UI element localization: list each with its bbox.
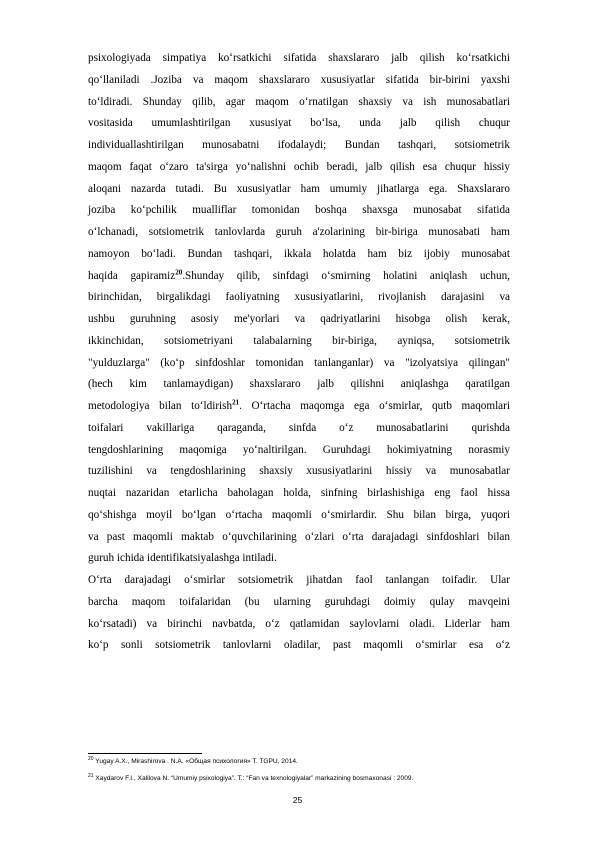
text-line: barcha maqom toifalaridan (bu ularning guruhdagi doimiy qulay mavqeini xyxy=(88,595,510,608)
footnote-text: Yugay A.X., Mirashirova . N.A. «Общая психология» T. TGPU, 2014. xyxy=(95,758,298,765)
text-segment: . O‘rtacha maqomga ega o‘smirlar, qutb maqomlari xyxy=(239,400,510,412)
text-line: maqom faqat o‘zaro ta'sirga yo‘nalishni ochib beradi, jalb qilish esa chuqur hissiy xyxy=(88,160,510,173)
text-line: va past maqomli maktab o‘quvchilarining o‘zlari o‘rta darajadagi sinfdoshlari bilan xyxy=(88,530,510,543)
text-line: "yulduzlarga" (ko‘p sinfdoshlar tomonidan tanlanganlar) va "izolyatsiya qilingan" xyxy=(88,356,510,369)
text-line: O‘rta darajadagi o‘smirlar sotsiometrik jihatdan faol tanlangan toifadir. Ular xyxy=(88,574,510,586)
text-line: qo‘llaniladi .Joziba va maqom shaxslararo xususiyatlar sifatida bir-birini yaxshi xyxy=(88,73,510,86)
footnote-20 xyxy=(88,757,518,766)
footnote-separator xyxy=(88,753,202,754)
text-segment: haqida gapiramiz xyxy=(88,269,176,282)
text-line: birinchidan, birgalikdagi faoliyatning xususiyatlarini, rivojlanish darajasini va xyxy=(88,291,510,304)
text-line: tuzilishini va tengdoshlarining shaxsiy xususiyatlarini hissiy va munosabatlar xyxy=(88,465,510,478)
body-text xyxy=(88,48,510,657)
text-line: (hech kim tanlamaydigan) shaxslararo jalb qilishni aniqlashga qaratilgan xyxy=(88,378,510,391)
footnote-number: 20 xyxy=(88,755,94,762)
text-line-with-footnote xyxy=(88,266,510,288)
text-line: o‘lchanadi, sotsiometrik tanlovlarda guruh a'zolarining bir-biriga munosabati ham xyxy=(88,226,510,238)
footnote-ref-21: 21 xyxy=(232,398,240,407)
text-line: qo‘shishga moyil bo‘lgan o‘rtacha maqomli o‘smirlardir. Shu bilan birga, yuqori xyxy=(88,508,510,521)
text-line: namoyon bo‘ladi. Bundan tashqari, ikkala holatda ham biz ijobiy munosabat xyxy=(88,247,510,260)
text-line: ko‘rsatadi) va birinchi navbatda, o‘z qatlamidan saylovlarni oladi. Liderlar ham xyxy=(88,617,510,630)
text-line: tengdoshlarining maqomiga yo‘naltirilgan. Guruhdagi hokimiyatning norasmiy xyxy=(88,443,510,456)
text-line-with-footnote xyxy=(88,396,510,418)
text-line: nuqtai nazaridan etarlicha baholagan holda, sinfning birlashishiga eng faol hissa xyxy=(88,487,510,499)
text-line: vositasida umumlashtirilgan xususiyat bo‘lsa, unda jalb qilish chuqur xyxy=(88,117,510,130)
text-line: individuallashtirilgan munosabatni ifodalaydi; Bundan tashqari, sotsiometrik xyxy=(88,139,510,151)
text-segment: metodologiya bilan to‘ldirish xyxy=(88,400,233,412)
footnote-number: 21 xyxy=(88,772,94,779)
footnote-ref-20: 20 xyxy=(175,267,183,276)
footnote-21 xyxy=(88,774,518,783)
text-line: toifalari vakillariga qaraganda, sinfda o‘z munosabatlarini qurishda xyxy=(88,421,510,434)
text-line: ko‘p sonli sotsiometrik tanlovlarni oladilar, past maqomli o‘smirlar esa o‘z xyxy=(88,639,510,652)
text-line: psixologiyada simpatiya ko‘rsatkichi sifatida shaxslararo jalb qilish ko‘rsatkichi xyxy=(88,52,510,64)
text-line: ushbu guruhning asosiy me'yorlari va qadriyatlarini hisobga olish kerak, xyxy=(88,313,510,325)
text-line: ikkinchidan, sotsiometriyani talabalarning bir-biriga, ayniqsa, sotsiometrik xyxy=(88,334,510,347)
text-line: aloqani nazarda tutadi. Bu xususiyatlar ham umumiy jihatlarga ega. Shaxslararo xyxy=(88,182,510,195)
text-line: guruh ichida identifikatsiyalashga intiladi. xyxy=(88,552,277,565)
footnote-text: Xaydarov F.I., Xalilova N. “Umumiy psixologiya”. T.: “Fan va texnologiyalar” markazining bosmaxonasi : 2009. xyxy=(95,775,414,782)
text-line: to‘ldiradi. Shunday qilib, agar maqom o‘rnatilgan shaxsiy va ish munosabatlari xyxy=(88,95,510,108)
text-segment: .Shunday qilib, sinfdagi o‘smirning holatini aniqlash uchun, xyxy=(182,269,510,282)
text-line: joziba ko‘pchilik mualliflar tomonidan boshqa shaxsga munosabat sifatida xyxy=(88,204,510,217)
page-number: 25 xyxy=(292,795,303,805)
